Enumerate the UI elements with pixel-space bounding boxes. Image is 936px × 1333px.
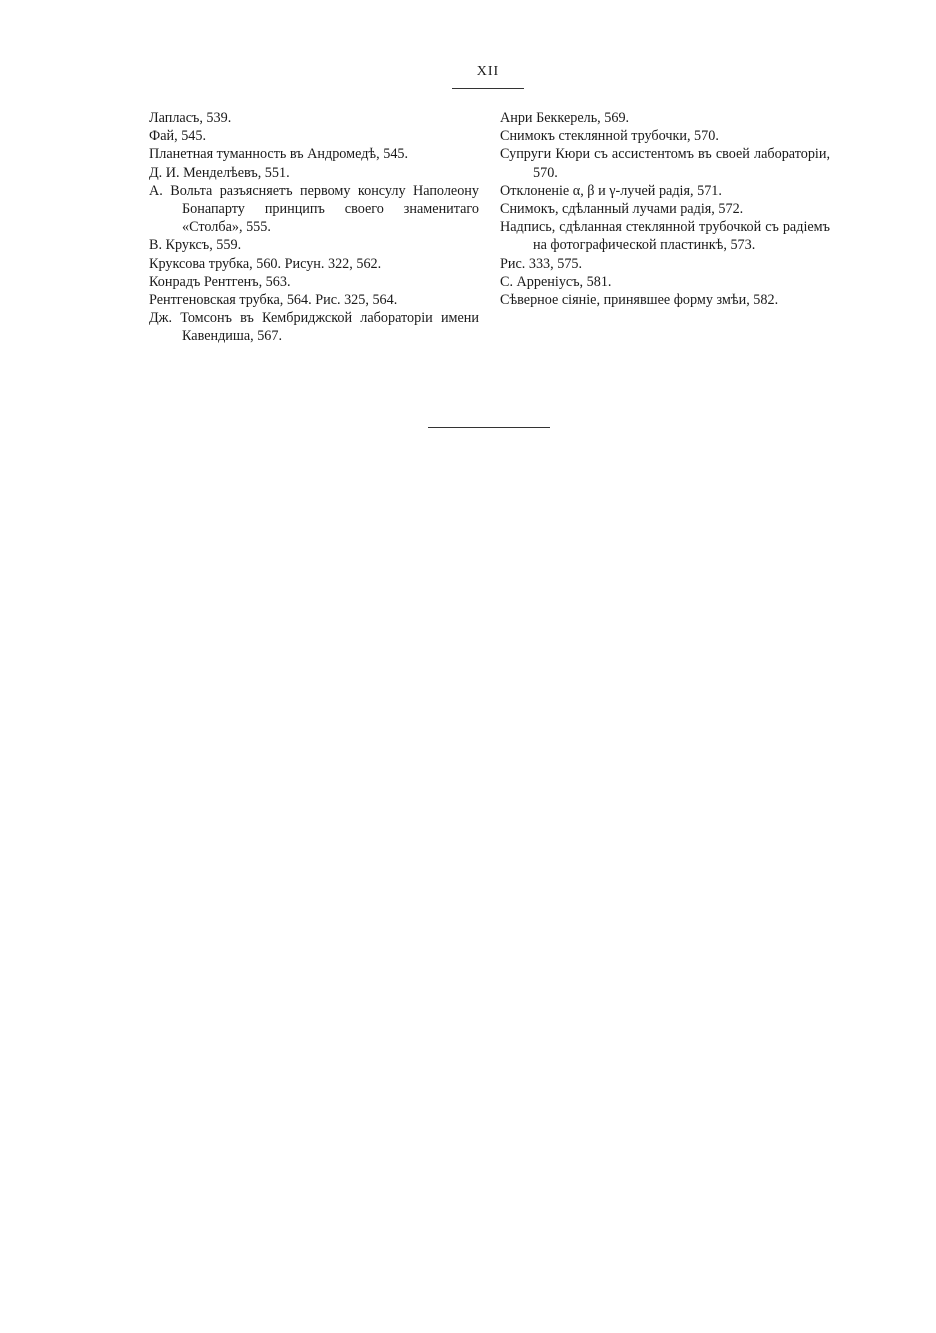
list-item: С. Арреніусъ, 581.	[500, 273, 612, 290]
list-item: А. Вольта разъясняетъ первому консулу Наполеону Бонапарту принципъ своего знаменитаго «Столба», 555.	[149, 182, 479, 236]
list-item: Конрадъ Рентгенъ, 563.	[149, 273, 291, 290]
page-number: XII	[476, 64, 500, 79]
list-item: Фай, 545.	[149, 128, 207, 145]
list-item: Д. И. Менделѣевъ, 551.	[149, 164, 290, 181]
list-item: Снимокъ, сдѣланный лучами радія, 572.	[500, 201, 744, 218]
list-item: В. Круксъ, 559.	[149, 237, 242, 254]
section-end-rule	[428, 427, 550, 428]
list-item: Снимокъ стеклянной трубочки, 570.	[500, 128, 719, 145]
list-item: Сѣверное сіяніе, принявшее форму змѣи, 582.	[500, 292, 779, 309]
right-column	[500, 109, 830, 309]
list-item: Круксова трубка, 560. Рисун. 322, 562.	[149, 255, 382, 272]
list-item: Планетная туманность въ Андромедѣ, 545.	[149, 146, 409, 163]
left-column	[149, 109, 479, 346]
list-item: Отклоненіе α, β и γ-лучей радія, 571.	[500, 182, 722, 199]
list-item: Лапласъ, 539.	[149, 110, 232, 126]
list-item: Рис. 333, 575.	[500, 255, 583, 272]
list-item: Анри Беккерель, 569.	[500, 110, 630, 126]
list-item: Дж. Томсонъ въ Кембриджской лабораторіи имени Кавендиша, 567.	[149, 310, 479, 345]
page-number-rule	[452, 88, 524, 89]
list-item: Рентгеновская трубка, 564. Рис. 325, 564.	[149, 292, 398, 309]
list-item: Супруги Кюри съ ассистентомъ въ своей лабораторіи, 570.	[500, 146, 830, 181]
list-item: Надпись, сдѣланная стеклянной трубочкой съ радіемъ на фотографической пластинкѣ, 573.	[500, 219, 830, 254]
